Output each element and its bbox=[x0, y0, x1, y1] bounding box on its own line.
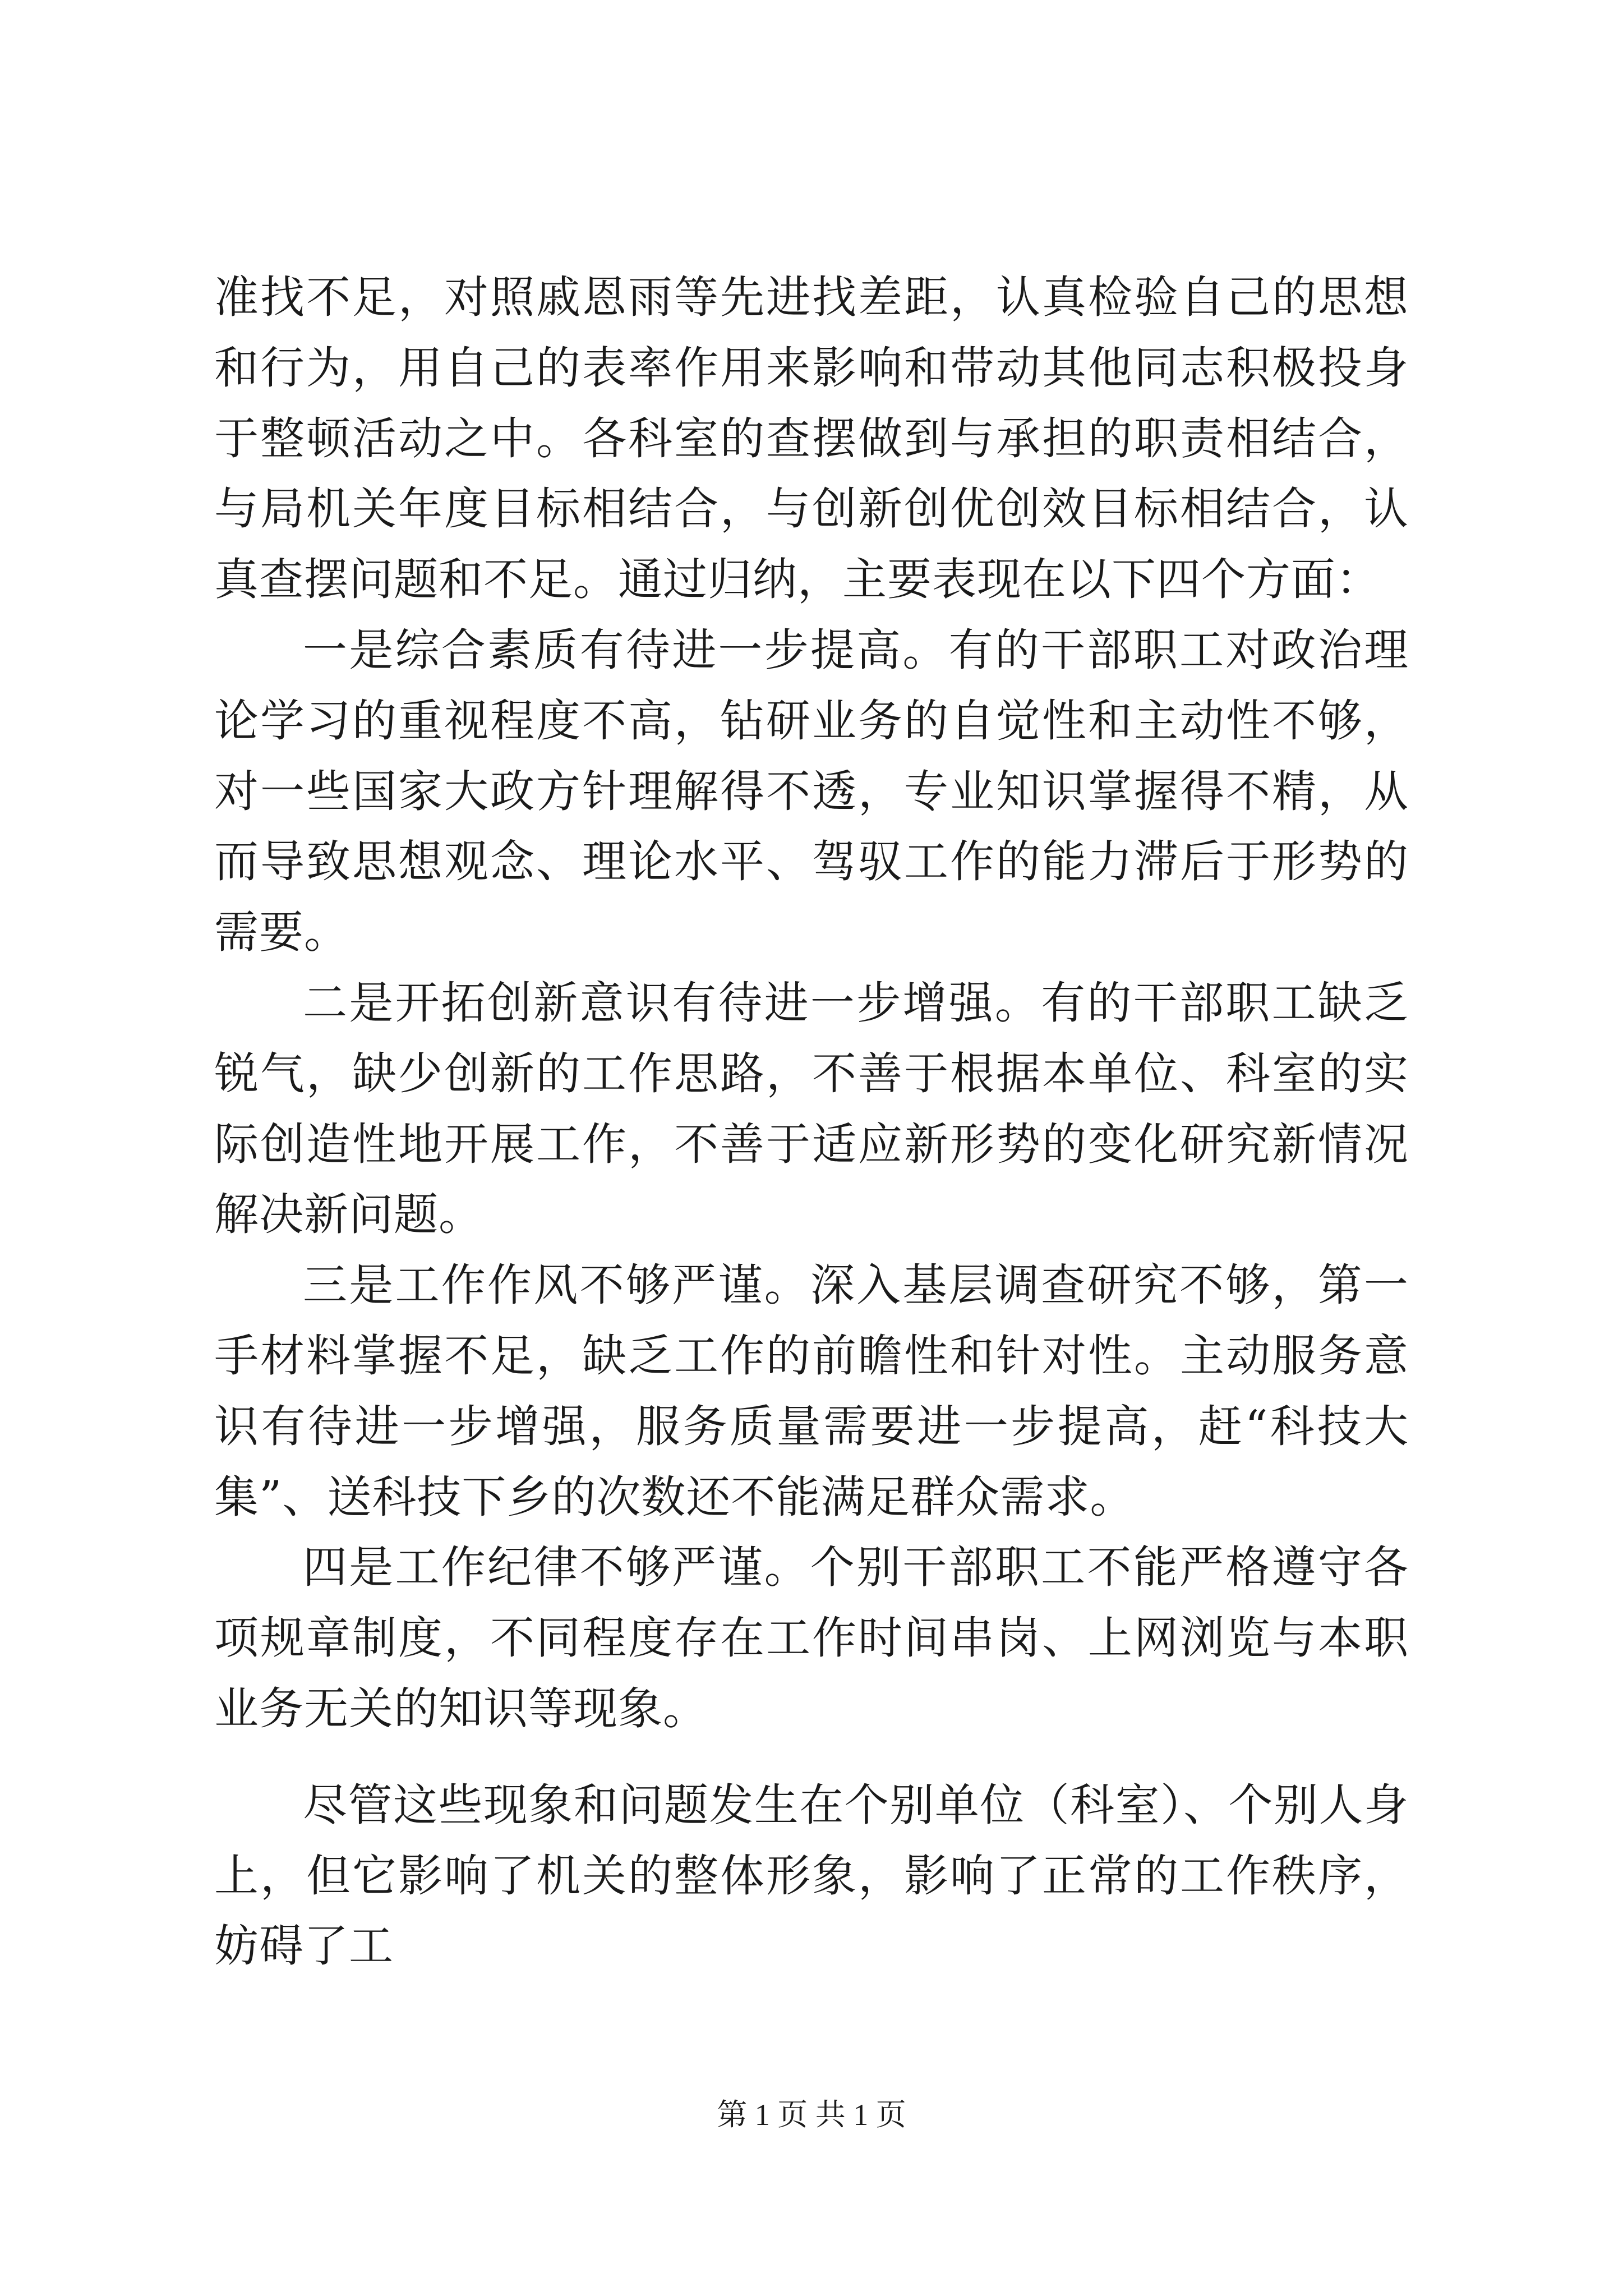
page-number-footer: 第 1 页 共 1 页 bbox=[717, 2098, 906, 2132]
paragraph-point-three: 三是工作作风不够严谨。深入基层调查研究不够，第一手材料掌握不足，缺乏工作的前瞻性和针对性。主动服务意识有待进一步增强，服务质量需要进一步提高，赶“科技大集”、送科技下乡的次数还不能满足群众需求。 bbox=[214, 1259, 1409, 1523]
document-body bbox=[214, 263, 1409, 1982]
paragraph-point-two: 二是开拓创新意识有待进一步增强。有的干部职工缺乏锐气，缺少创新的工作思路，不善于根据本单位、科室的实际创造性地开展工作，不善于适应新形势的变化研究新情况解决新问题。 bbox=[214, 977, 1409, 1241]
paragraph-point-four: 四是工作纪律不够严谨。个别干部职工不能严格遵守各项规章制度，不同程度存在工作时间串岗、上网浏览与本职业务无关的知识等现象。 bbox=[214, 1542, 1409, 1734]
paragraph-continuation: 准找不足，对照戚恩雨等先进找差距，认真检验自己的思想和行为，用自己的表率作用来影响和带动其他同志积极投身于整顿活动之中。各科室的查摆做到与承担的职责相结合，与局机关年度目标相结合，与创新创优创效目标相结合，认真查摆问题和不足。通过归纳，主要表现在以下四个方面： bbox=[214, 272, 1409, 606]
paragraph-conclusion: 尽管这些现象和问题发生在个别单位（科室）、个别人身上，但它影响了机关的整体形象，影响了正常的工作秩序，妨碍了工 bbox=[214, 1779, 1409, 1972]
paragraph-point-one: 一是综合素质有待进一步提高。有的干部职工对政治理论学习的重视程度不高，钻研业务的自觉性和主动性不够，对一些国家大政方针理解得不透，专业知识掌握得不精，从而导致思想观念、理论水平、驾驭工作的能力滞后于形势的需要。 bbox=[214, 624, 1409, 959]
